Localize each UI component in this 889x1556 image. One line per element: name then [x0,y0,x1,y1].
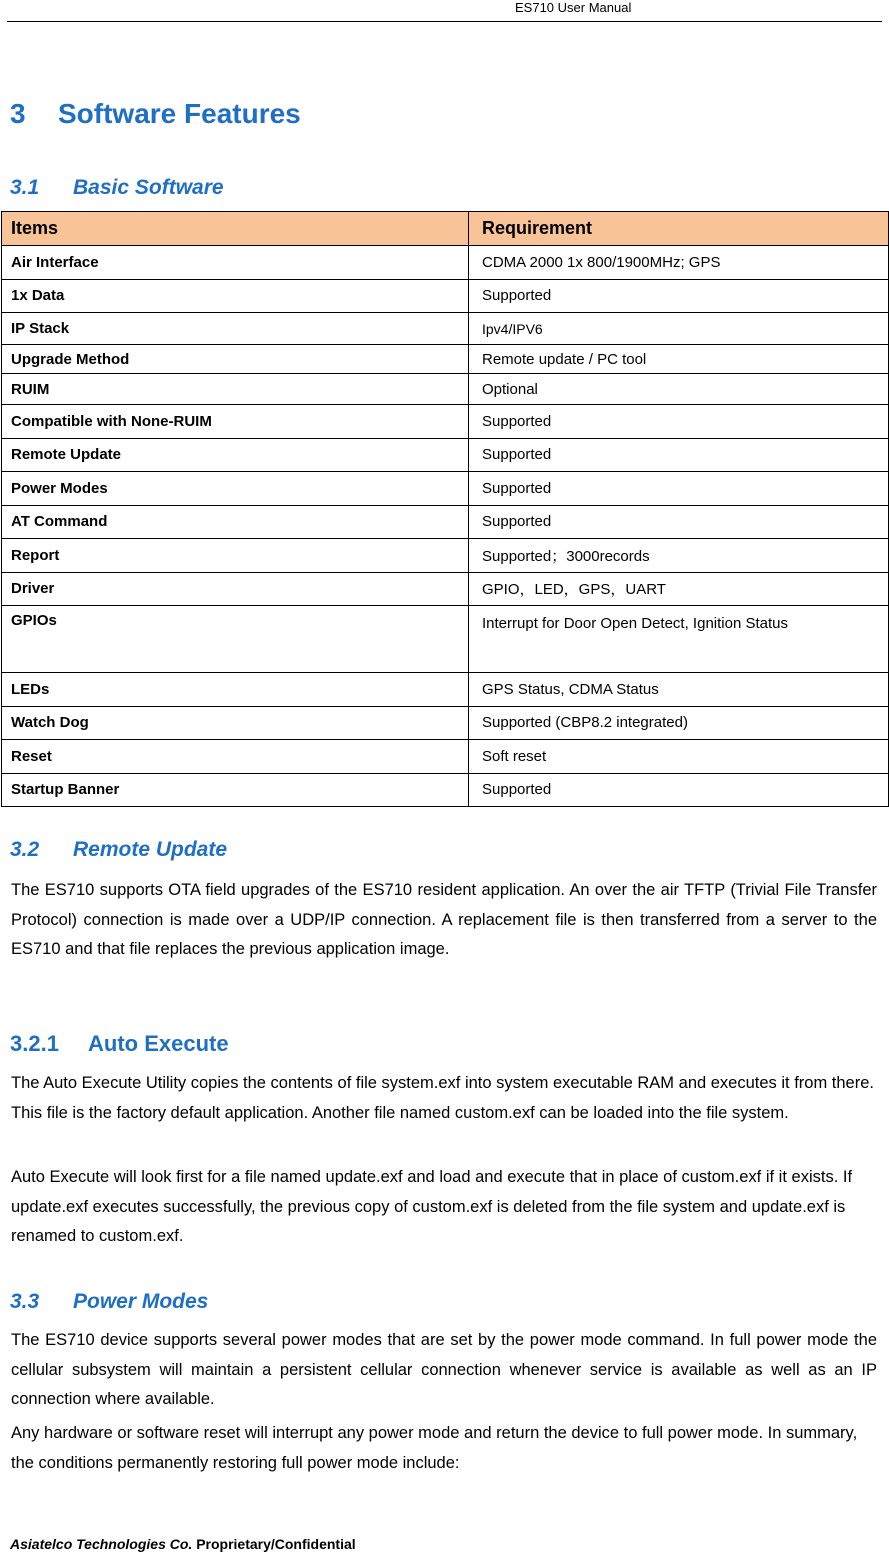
power-modes-paragraph-2: Any hardware or software reset will interrupt any power mode and return the device to full power mode. In summary, the conditions permanently restoring full power mode include: [11,1424,858,1472]
requirement-cell: Supported [469,505,889,539]
item-cell: Driver [2,572,469,606]
requirement-cell: Supported [469,405,889,439]
requirement-cell: Soft reset [469,740,889,774]
table-row [2,539,889,573]
remote-update-paragraph: The ES710 supports OTA field upgrades of the ES710 resident application. An over the air TFTP (Trivial File Transfer Protocol) connection is made over a UDP/IP connection. A replacement file is then transferred from a server to the ES710 and that file replaces the previous application image. [11,881,877,958]
table-row [2,438,889,472]
item-cell: LEDs [2,673,469,707]
table-row [2,405,889,439]
item-cell: Startup Banner [2,773,469,807]
footer-company: Asiatelco Technologies Co. [10,1536,193,1552]
item-cell: 1x Data [2,279,469,313]
header-title: ES710 User Manual [515,0,632,15]
section-3-3-heading [10,1290,208,1314]
item-cell: Upgrade Method [2,345,469,374]
requirement-cell: Supported [469,472,889,506]
section-3-heading [10,98,301,130]
requirement-cell: CDMA 2000 1x 800/1900MHz; GPS [469,246,889,280]
item-cell: Watch Dog [2,706,469,740]
section-title: Auto Execute [88,1031,229,1056]
footer-notice: Proprietary/Confidential [196,1536,356,1552]
table-row [2,740,889,774]
section-3-2-1-heading [10,1031,229,1057]
table-row [2,606,889,673]
requirement-cell: GPIO，LED，GPS，UART [469,572,889,606]
table-row [2,345,889,374]
section-number: 3 [10,98,26,129]
item-cell: Power Modes [2,472,469,506]
column-header-items: Items [2,212,469,246]
page-footer [10,1536,356,1552]
basic-software-table [1,211,889,807]
item-cell: Compatible with None-RUIM [2,405,469,439]
item-cell: AT Command [2,505,469,539]
table-row [2,505,889,539]
auto-execute-paragraph-2: Auto Execute will look first for a file named update.exf and load and execute that in place of custom.exf if it exists. If update.exf executes successfully, the previous copy of custom.exf is deleted from the file system and update.exf is renamed to custom.exf. [11,1168,853,1245]
table-header-row [2,212,889,246]
item-cell: RUIM [2,374,469,405]
section-title: Power Modes [73,1290,209,1313]
table-row [2,673,889,707]
section-3-1-heading [10,176,224,200]
table-row [2,279,889,313]
requirement-cell: Supported [469,438,889,472]
column-header-requirement: Requirement [469,212,889,246]
requirement-cell: Supported；3000records [469,539,889,573]
section-number: 3.2.1 [10,1031,59,1056]
table-row [2,773,889,807]
requirement-cell: Optional [469,374,889,405]
item-cell: IP Stack [2,313,469,345]
requirement-cell: Ipv4/IPV6 [469,313,889,345]
table-row [2,472,889,506]
requirement-cell: Remote update / PC tool [469,345,889,374]
section-number: 3.2 [10,838,40,861]
item-cell: GPIOs [2,606,469,673]
table-row [2,246,889,280]
section-number: 3.3 [10,1290,40,1313]
section-3-2-heading [10,838,227,862]
table-row [2,706,889,740]
section-title: Basic Software [73,176,224,199]
requirement-cell: Supported [469,279,889,313]
requirement-cell: Supported [469,773,889,807]
table-row [2,572,889,606]
table-row [2,313,889,345]
page-header [7,0,882,22]
item-cell: Air Interface [2,246,469,280]
auto-execute-paragraph-1: The Auto Execute Utility copies the contents of file system.exf into system executable RAM and executes it from there. This file is the factory default application. Another file named custom.exf can be loaded into the file system. [11,1074,874,1122]
section-title: Software Features [58,98,301,129]
section-number: 3.1 [10,176,40,199]
power-modes-paragraph-1: The ES710 device supports several power modes that are set by the power mode command. In full power mode the cellular subsystem will maintain a persistent cellular connection whenever service is available as well as an IP connection where available. [11,1331,877,1408]
table-row [2,374,889,405]
item-cell: Reset [2,740,469,774]
requirement-cell: Interrupt for Door Open Detect, Ignition Status [469,606,889,673]
requirement-cell: GPS Status, CDMA Status [469,673,889,707]
section-title: Remote Update [73,838,228,861]
item-cell: Remote Update [2,438,469,472]
requirement-cell: Supported (CBP8.2 integrated) [469,706,889,740]
item-cell: Report [2,539,469,573]
